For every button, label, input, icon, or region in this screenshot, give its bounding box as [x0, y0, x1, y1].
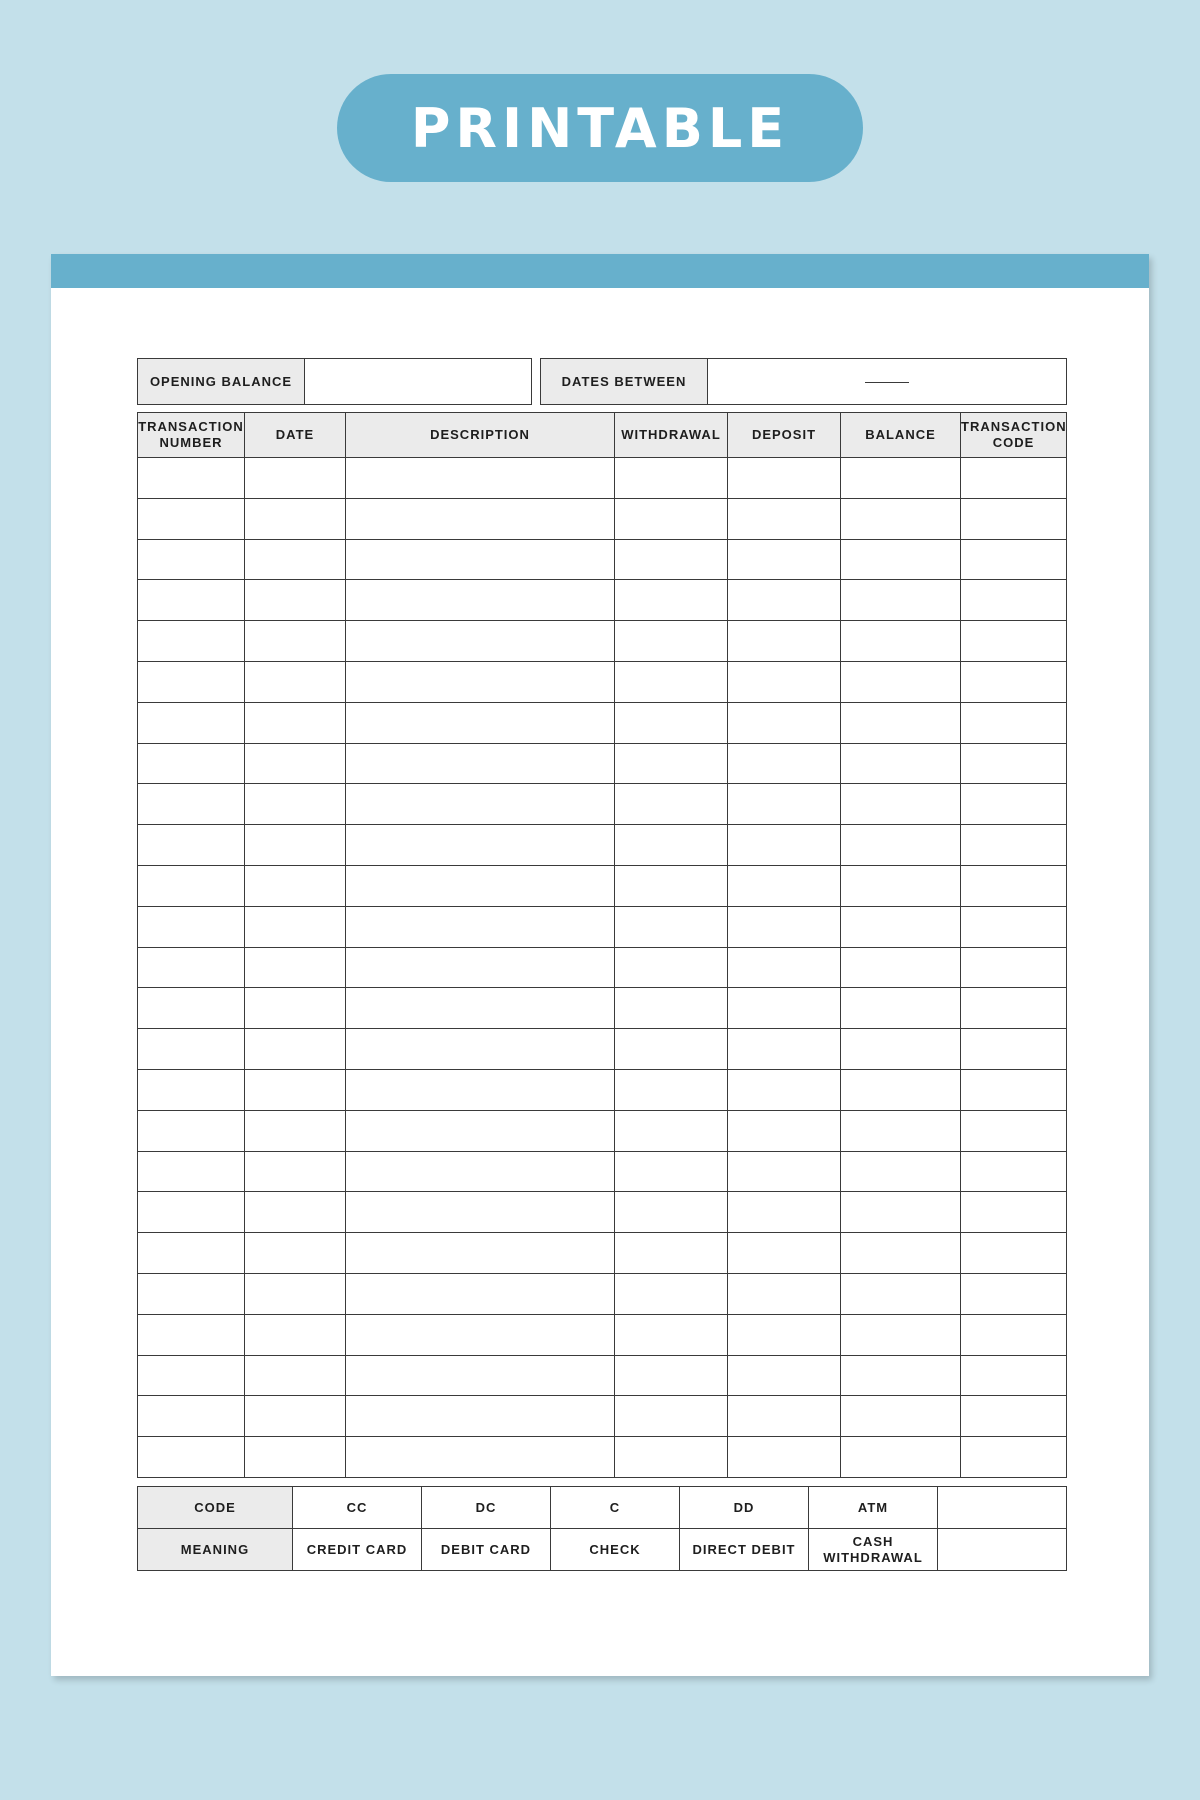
ledger-cell[interactable] [245, 906, 346, 947]
ledger-cell[interactable] [615, 1151, 728, 1192]
meaning-credit-card: CREDIT CARD [293, 1529, 422, 1571]
code-atm: ATM [809, 1487, 938, 1529]
table-row [138, 825, 1067, 866]
ledger-cell[interactable] [841, 1273, 961, 1314]
ledger-cell[interactable] [728, 1151, 841, 1192]
ledger-cell[interactable] [245, 1396, 346, 1437]
ledger-cell[interactable] [245, 1029, 346, 1070]
table-row [138, 1233, 1067, 1274]
ledger-cell[interactable] [841, 947, 961, 988]
ledger-cell[interactable] [728, 947, 841, 988]
ledger-cell[interactable] [245, 661, 346, 702]
ledger-cell[interactable] [728, 825, 841, 866]
ledger-cell[interactable] [728, 1110, 841, 1151]
ledger-cell[interactable] [346, 580, 615, 621]
ledger-cell[interactable] [245, 580, 346, 621]
ledger-cell[interactable] [728, 580, 841, 621]
ledger-cell[interactable] [841, 988, 961, 1029]
ledger-cell[interactable] [138, 784, 245, 825]
ledger-cell[interactable] [615, 1069, 728, 1110]
column-header-withdrawal: WITHDRAWAL [615, 413, 728, 458]
ledger-cell[interactable] [138, 580, 245, 621]
ledger-sheet [51, 254, 1149, 1676]
ledger-cell[interactable] [245, 1110, 346, 1151]
ledger-cell[interactable] [728, 498, 841, 539]
ledger-cell[interactable] [346, 458, 615, 499]
code-cc: CC [293, 1487, 422, 1529]
ledger-cell[interactable] [245, 743, 346, 784]
ledger-cell[interactable] [245, 539, 346, 580]
code-dd: DD [680, 1487, 809, 1529]
table-row [138, 1151, 1067, 1192]
meaning-direct-debit: DIRECT DEBIT [680, 1529, 809, 1571]
ledger-cell[interactable] [728, 1233, 841, 1274]
ledger-cell[interactable] [728, 988, 841, 1029]
ledger-cell[interactable] [245, 1151, 346, 1192]
ledger-cell[interactable] [346, 702, 615, 743]
ledger-cell[interactable] [728, 1029, 841, 1070]
ledger-cell[interactable] [615, 743, 728, 784]
ledger-cell[interactable] [841, 1314, 961, 1355]
ledger-cell[interactable] [346, 1192, 615, 1233]
ledger-cell[interactable] [138, 1151, 245, 1192]
ledger-cell[interactable] [138, 1110, 245, 1151]
ledger-cell[interactable] [138, 1273, 245, 1314]
ledger-header-row [138, 413, 1067, 458]
table-row [138, 1069, 1067, 1110]
table-row [138, 580, 1067, 621]
table-row [138, 621, 1067, 662]
ledger-cell[interactable] [728, 1355, 841, 1396]
code-label: CODE [138, 1487, 293, 1529]
ledger-cell[interactable] [615, 1273, 728, 1314]
ledger-cell[interactable] [346, 1069, 615, 1110]
ledger-cell[interactable] [346, 865, 615, 906]
ledger-cell[interactable] [245, 621, 346, 662]
ledger-cell[interactable] [615, 825, 728, 866]
ledger-cell[interactable] [728, 458, 841, 499]
ledger-cell[interactable] [841, 1437, 961, 1478]
ledger-cell[interactable] [961, 1151, 1067, 1192]
dates-between-label: DATES BETWEEN [541, 359, 708, 405]
ledger-cell[interactable] [961, 458, 1067, 499]
ledger-cell[interactable] [615, 865, 728, 906]
ledger-cell[interactable] [245, 865, 346, 906]
ledger-cell[interactable] [615, 661, 728, 702]
meaning-label: MEANING [138, 1529, 293, 1571]
transaction-ledger-table [137, 412, 1067, 1478]
ledger-cell[interactable] [615, 1192, 728, 1233]
ledger-cell[interactable] [961, 1233, 1067, 1274]
ledger-cell[interactable] [138, 1437, 245, 1478]
ledger-cell[interactable] [841, 661, 961, 702]
transaction-code-legend [137, 1486, 1067, 1571]
ledger-cell[interactable] [728, 539, 841, 580]
ledger-cell[interactable] [615, 1314, 728, 1355]
table-row [138, 1437, 1067, 1478]
table-row [138, 1355, 1067, 1396]
ledger-cell[interactable] [245, 458, 346, 499]
ledger-cell[interactable] [961, 825, 1067, 866]
ledger-cell[interactable] [841, 906, 961, 947]
ledger-cell[interactable] [138, 1355, 245, 1396]
ledger-cell[interactable] [961, 1396, 1067, 1437]
ledger-cell[interactable] [138, 947, 245, 988]
ledger-cell[interactable] [841, 784, 961, 825]
ledger-cell[interactable] [615, 1437, 728, 1478]
ledger-cell[interactable] [961, 947, 1067, 988]
ledger-cell[interactable] [615, 988, 728, 1029]
ledger-cell[interactable] [961, 1029, 1067, 1070]
ledger-cell[interactable] [615, 539, 728, 580]
ledger-cell[interactable] [728, 1396, 841, 1437]
table-row [138, 498, 1067, 539]
ledger-cell[interactable] [346, 498, 615, 539]
ledger-cell[interactable] [728, 865, 841, 906]
ledger-cell[interactable] [346, 1110, 615, 1151]
ledger-cell[interactable] [961, 743, 1067, 784]
ledger-cell[interactable] [961, 1273, 1067, 1314]
ledger-cell[interactable] [961, 988, 1067, 1029]
code-c: C [551, 1487, 680, 1529]
ledger-cell[interactable] [961, 1355, 1067, 1396]
ledger-cell[interactable] [961, 1192, 1067, 1233]
table-row [138, 947, 1067, 988]
ledger-cell[interactable] [961, 865, 1067, 906]
code-row [138, 1487, 1067, 1529]
ledger-cell[interactable] [346, 1396, 615, 1437]
ledger-cell[interactable] [346, 947, 615, 988]
ledger-cell[interactable] [841, 580, 961, 621]
ledger-cell[interactable] [245, 1192, 346, 1233]
meaning-check: CHECK [551, 1529, 680, 1571]
ledger-cell[interactable] [245, 784, 346, 825]
table-row [138, 1029, 1067, 1070]
ledger-cell[interactable] [245, 1233, 346, 1274]
ledger-cell[interactable] [138, 539, 245, 580]
ledger-cell[interactable] [728, 1273, 841, 1314]
table-row [138, 1273, 1067, 1314]
meaning-debit-card: DEBIT CARD [422, 1529, 551, 1571]
ledger-cell[interactable] [346, 1314, 615, 1355]
sheet-accent-bar [51, 254, 1149, 288]
ledger-cell[interactable] [245, 988, 346, 1029]
ledger-cell[interactable] [615, 1233, 728, 1274]
table-row [138, 458, 1067, 499]
ledger-cell[interactable] [961, 1437, 1067, 1478]
ledger-cell[interactable] [841, 1069, 961, 1110]
ledger-cell[interactable] [841, 1110, 961, 1151]
ledger-cell[interactable] [961, 784, 1067, 825]
ledger-cell[interactable] [841, 621, 961, 662]
ledger-cell[interactable] [961, 1110, 1067, 1151]
table-row [138, 1396, 1067, 1437]
ledger-cell[interactable] [138, 621, 245, 662]
ledger-cell[interactable] [138, 825, 245, 866]
opening-balance-label: OPENING BALANCE [138, 359, 305, 405]
ledger-cell[interactable] [138, 1396, 245, 1437]
ledger-cell[interactable] [138, 743, 245, 784]
ledger-cell[interactable] [615, 1029, 728, 1070]
ledger-cell[interactable] [961, 1314, 1067, 1355]
ledger-cell[interactable] [346, 539, 615, 580]
ledger-cell[interactable] [346, 661, 615, 702]
dates-between-field[interactable] [708, 359, 1067, 405]
ledger-cell[interactable] [245, 1314, 346, 1355]
ledger-cell[interactable] [841, 1396, 961, 1437]
ledger-cell[interactable] [841, 825, 961, 866]
table-row [138, 539, 1067, 580]
ledger-cell[interactable] [138, 1029, 245, 1070]
ledger-cell[interactable] [841, 1029, 961, 1070]
opening-balance-field[interactable] [305, 359, 532, 405]
ledger-cell[interactable] [615, 1110, 728, 1151]
table-row [138, 743, 1067, 784]
meaning-row [138, 1529, 1067, 1571]
printable-badge [337, 74, 863, 182]
ledger-cell[interactable] [615, 947, 728, 988]
ledger-cell[interactable] [728, 1314, 841, 1355]
dates-separator [865, 382, 909, 383]
summary-table [137, 358, 1067, 405]
ledger-cell[interactable] [728, 1437, 841, 1478]
table-row [138, 1192, 1067, 1233]
ledger-cell[interactable] [138, 702, 245, 743]
ledger-cell[interactable] [245, 1273, 346, 1314]
ledger-cell[interactable] [346, 988, 615, 1029]
ledger-body [138, 458, 1067, 1478]
column-header-transaction-code: TRANSACTION CODE [961, 413, 1067, 458]
ledger-cell[interactable] [728, 661, 841, 702]
table-row [138, 865, 1067, 906]
ledger-cell[interactable] [615, 702, 728, 743]
column-header-description: DESCRIPTION [346, 413, 615, 458]
table-row [138, 1110, 1067, 1151]
ledger-cell[interactable] [728, 1192, 841, 1233]
ledger-cell[interactable] [728, 621, 841, 662]
ledger-cell[interactable] [728, 1069, 841, 1110]
ledger-cell[interactable] [138, 1233, 245, 1274]
ledger-cell[interactable] [138, 661, 245, 702]
ledger-cell[interactable] [346, 1151, 615, 1192]
column-header-deposit: DEPOSIT [728, 413, 841, 458]
ledger-cell[interactable] [841, 1192, 961, 1233]
ledger-cell[interactable] [346, 1029, 615, 1070]
ledger-cell[interactable] [346, 743, 615, 784]
meaning-blank-cell[interactable] [938, 1529, 1067, 1571]
ledger-cell[interactable] [245, 1355, 346, 1396]
ledger-cell[interactable] [138, 1192, 245, 1233]
ledger-cell[interactable] [961, 539, 1067, 580]
ledger-cell[interactable] [138, 906, 245, 947]
ledger-cell[interactable] [346, 784, 615, 825]
ledger-cell[interactable] [961, 661, 1067, 702]
meaning-cash-withdrawal: CASH WITHDRAWAL [809, 1529, 938, 1571]
ledger-cell[interactable] [615, 621, 728, 662]
ledger-cell[interactable] [245, 825, 346, 866]
table-row [138, 1314, 1067, 1355]
column-header-balance: BALANCE [841, 413, 961, 458]
table-row [138, 784, 1067, 825]
ledger-cell[interactable] [615, 906, 728, 947]
ledger-cell[interactable] [138, 498, 245, 539]
ledger-cell[interactable] [841, 743, 961, 784]
ledger-cell[interactable] [245, 1437, 346, 1478]
badge-label: PRINTABLE [410, 96, 790, 160]
ledger-cell[interactable] [346, 906, 615, 947]
ledger-cell[interactable] [728, 906, 841, 947]
ledger-cell[interactable] [615, 1396, 728, 1437]
ledger-cell[interactable] [615, 498, 728, 539]
ledger-cell[interactable] [615, 580, 728, 621]
ledger-cell[interactable] [138, 458, 245, 499]
ledger-cell[interactable] [346, 825, 615, 866]
ledger-cell[interactable] [245, 1069, 346, 1110]
ledger-cell[interactable] [138, 1314, 245, 1355]
ledger-cell[interactable] [961, 906, 1067, 947]
ledger-cell[interactable] [961, 1069, 1067, 1110]
ledger-cell[interactable] [841, 702, 961, 743]
ledger-cell[interactable] [728, 702, 841, 743]
ledger-cell[interactable] [346, 1437, 615, 1478]
ledger-cell[interactable] [841, 539, 961, 580]
ledger-cell[interactable] [841, 865, 961, 906]
column-header-date: DATE [245, 413, 346, 458]
ledger-cell[interactable] [728, 743, 841, 784]
ledger-cell[interactable] [138, 865, 245, 906]
column-header-transaction-number: TRANSACTION NUMBER [138, 413, 245, 458]
ledger-cell[interactable] [841, 1233, 961, 1274]
ledger-cell[interactable] [245, 498, 346, 539]
ledger-cell[interactable] [346, 1355, 615, 1396]
code-blank-cell[interactable] [938, 1487, 1067, 1529]
ledger-cell[interactable] [841, 498, 961, 539]
ledger-cell[interactable] [841, 1151, 961, 1192]
ledger-cell[interactable] [841, 1355, 961, 1396]
ledger-cell[interactable] [138, 1069, 245, 1110]
table-row [138, 702, 1067, 743]
ledger-cell[interactable] [615, 1355, 728, 1396]
summary-spacer [532, 359, 541, 405]
ledger-cell[interactable] [138, 988, 245, 1029]
ledger-cell[interactable] [961, 702, 1067, 743]
ledger-cell[interactable] [615, 458, 728, 499]
ledger-cell[interactable] [245, 702, 346, 743]
ledger-cell[interactable] [961, 621, 1067, 662]
ledger-cell[interactable] [346, 1233, 615, 1274]
table-row [138, 661, 1067, 702]
ledger-cell[interactable] [728, 784, 841, 825]
ledger-cell[interactable] [841, 458, 961, 499]
table-row [138, 906, 1067, 947]
table-row [138, 988, 1067, 1029]
ledger-cell[interactable] [615, 784, 728, 825]
ledger-cell[interactable] [346, 621, 615, 662]
code-dc: DC [422, 1487, 551, 1529]
ledger-cell[interactable] [961, 580, 1067, 621]
ledger-cell[interactable] [961, 498, 1067, 539]
ledger-cell[interactable] [245, 947, 346, 988]
ledger-cell[interactable] [346, 1273, 615, 1314]
